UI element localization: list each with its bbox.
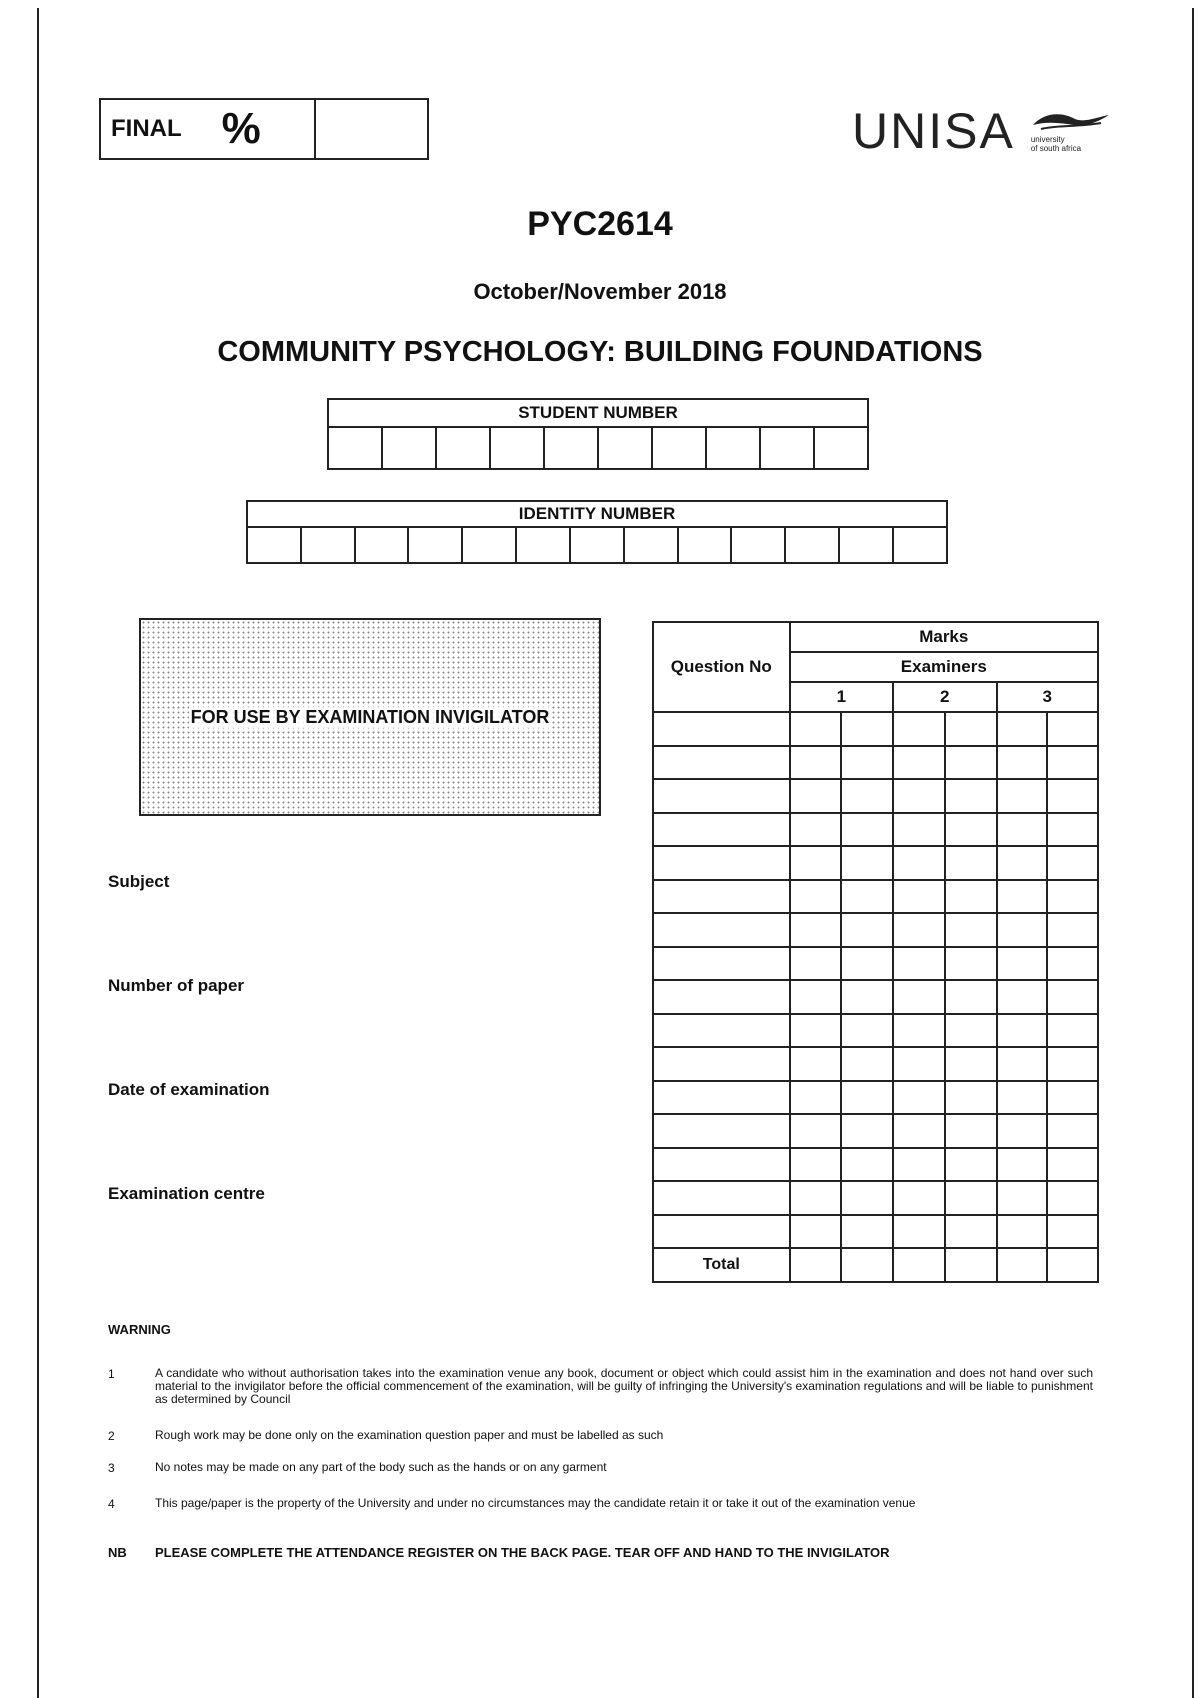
examiner-3-header: 3 [997, 682, 1099, 712]
nb-instruction: PLEASE COMPLETE THE ATTENDANCE REGISTER ON THE BACK PAGE. TEAR OFF AND HAND TO THE INVIGILATOR [155, 1545, 890, 1560]
mark-cell[interactable] [790, 880, 842, 914]
warning-item-number: 2 [108, 1429, 115, 1443]
mark-cell[interactable] [1047, 1081, 1098, 1115]
mark-cell[interactable] [1047, 980, 1098, 1014]
marks-row [653, 779, 1098, 813]
mark-cell[interactable] [790, 712, 842, 746]
mark-cell[interactable] [893, 1181, 945, 1215]
exam-session: October/November 2018 [473, 279, 727, 304]
mark-cell[interactable] [1047, 1047, 1098, 1081]
marks-row [653, 947, 1098, 981]
final-mark-box [99, 98, 429, 160]
mark-cell[interactable] [1047, 746, 1098, 780]
question-number-cell[interactable] [653, 1047, 790, 1081]
warning-item-text: No notes may be made on any part of the body such as the hands or on any garment [155, 1460, 607, 1474]
warning-title: WARNING [108, 1322, 171, 1337]
identity-number-digit-cell[interactable] [785, 527, 839, 563]
mark-cell[interactable] [945, 1148, 997, 1182]
identity-number-digit-cell[interactable] [893, 527, 947, 563]
student-number-digit-cell[interactable] [814, 427, 868, 469]
mark-cell[interactable] [997, 913, 1048, 947]
mark-cell[interactable] [893, 746, 945, 780]
mark-cell[interactable] [841, 779, 893, 813]
mark-cell[interactable] [945, 779, 997, 813]
student-number-digit-cell[interactable] [706, 427, 760, 469]
mark-cell[interactable] [945, 746, 997, 780]
mark-cell[interactable] [841, 947, 893, 981]
question-number-cell[interactable] [653, 779, 790, 813]
mark-cell[interactable] [997, 880, 1048, 914]
mark-cell[interactable] [893, 913, 945, 947]
mark-cell[interactable] [997, 1148, 1048, 1182]
mark-cell[interactable] [790, 1148, 842, 1182]
mark-cell[interactable] [945, 880, 997, 914]
warning-item-number: 1 [108, 1367, 115, 1381]
student-number-digit-cell[interactable] [652, 427, 706, 469]
mark-cell[interactable] [1047, 1181, 1098, 1215]
mark-cell[interactable] [997, 1215, 1048, 1249]
date-of-examination-label: Date of examination [108, 1080, 270, 1099]
question-number-cell[interactable] [653, 813, 790, 847]
marks-row [653, 1014, 1098, 1048]
marks-row [653, 913, 1098, 947]
mark-cell[interactable] [997, 1014, 1048, 1048]
marks-row [653, 1081, 1098, 1115]
question-number-cell[interactable] [653, 712, 790, 746]
mark-cell[interactable] [997, 712, 1048, 746]
total-cell[interactable] [893, 1248, 945, 1282]
identity-number-digit-cell[interactable] [355, 527, 409, 563]
student-number-digit-cell[interactable] [490, 427, 544, 469]
identity-number-digit-cell[interactable] [408, 527, 462, 563]
total-cell[interactable] [790, 1248, 842, 1282]
logo-emblem [1031, 109, 1111, 153]
question-number-cell[interactable] [653, 1114, 790, 1148]
marks-row [653, 746, 1098, 780]
marks-row [653, 1215, 1098, 1249]
marks-table [652, 621, 1099, 1283]
marks-row [653, 1181, 1098, 1215]
mark-cell[interactable] [841, 1215, 893, 1249]
student-number-label: STUDENT NUMBER [328, 399, 868, 427]
mark-cell[interactable] [790, 1081, 842, 1115]
mark-cell[interactable] [945, 846, 997, 880]
mark-cell[interactable] [893, 846, 945, 880]
mark-cell[interactable] [1047, 880, 1098, 914]
mark-cell[interactable] [997, 1114, 1048, 1148]
mark-cell[interactable] [945, 1047, 997, 1081]
question-number-cell[interactable] [653, 846, 790, 880]
mark-cell[interactable] [893, 779, 945, 813]
warning-item-text: This page/paper is the property of the University and under no circumstances may the candidate retain it or take it out of the examination venue [155, 1496, 916, 1510]
warning-item-text: A candidate who without authorisation takes into the examination venue any book, document or object which could assist him in the examination and does not hand over such material to the invigilator before the official commencement of the examination, will be guilty of infringing the University's examination regulations and will be liable to punishment as determined by Council [155, 1366, 1093, 1406]
question-number-cell[interactable] [653, 913, 790, 947]
mark-cell[interactable] [841, 1148, 893, 1182]
examination-centre-label: Examination centre [108, 1184, 265, 1203]
mark-cell[interactable] [790, 980, 842, 1014]
mark-cell[interactable] [997, 813, 1048, 847]
mark-cell[interactable] [997, 1081, 1048, 1115]
mark-cell[interactable] [997, 947, 1048, 981]
mark-cell[interactable] [841, 1114, 893, 1148]
student-number-grid [327, 398, 869, 470]
mark-cell[interactable] [945, 913, 997, 947]
identity-number-digit-cell[interactable] [678, 527, 732, 563]
mark-cell[interactable] [893, 712, 945, 746]
mark-cell[interactable] [997, 846, 1048, 880]
mark-cell[interactable] [893, 947, 945, 981]
mark-cell[interactable] [945, 712, 997, 746]
mark-cell[interactable] [1047, 1215, 1098, 1249]
marks-row [653, 813, 1098, 847]
invigilator-box [139, 618, 601, 816]
mark-cell[interactable] [1047, 1148, 1098, 1182]
marks-row [653, 846, 1098, 880]
question-number-cell[interactable] [653, 880, 790, 914]
mark-cell[interactable] [997, 980, 1048, 1014]
mark-cell[interactable] [893, 980, 945, 1014]
mark-cell[interactable] [841, 1047, 893, 1081]
mark-cell[interactable] [790, 1014, 842, 1048]
identity-number-digit-cell[interactable] [247, 527, 301, 563]
total-cell[interactable] [841, 1248, 893, 1282]
mark-cell[interactable] [841, 1014, 893, 1048]
examiner-2-header: 2 [893, 682, 996, 712]
marks-row [653, 980, 1098, 1014]
mark-cell[interactable] [893, 880, 945, 914]
right-border-line [1192, 8, 1194, 1698]
identity-number-grid [246, 500, 948, 564]
identity-number-digit-cell[interactable] [516, 527, 570, 563]
final-label: FINAL [111, 115, 182, 142]
marks-row [653, 1114, 1098, 1148]
mark-cell[interactable] [790, 1215, 842, 1249]
mark-cell[interactable] [841, 813, 893, 847]
marks-row [653, 1047, 1098, 1081]
question-number-cell[interactable] [653, 746, 790, 780]
mark-cell[interactable] [1047, 846, 1098, 880]
total-cell[interactable] [1047, 1248, 1098, 1282]
mark-cell[interactable] [790, 813, 842, 847]
warning-item-text: Rough work may be done only on the examination question paper and must be labelled as such [155, 1428, 664, 1442]
mark-cell[interactable] [893, 1215, 945, 1249]
final-mark-label-cell [101, 100, 316, 158]
mark-cell[interactable] [1047, 1114, 1098, 1148]
mark-cell[interactable] [997, 1181, 1048, 1215]
subject-label: Subject [108, 872, 170, 891]
mark-cell[interactable] [841, 1081, 893, 1115]
marks-row [653, 712, 1098, 746]
mark-cell[interactable] [841, 712, 893, 746]
question-number-cell[interactable] [653, 1148, 790, 1182]
identity-number-digit-cell[interactable] [462, 527, 516, 563]
student-number-digit-cell[interactable] [436, 427, 490, 469]
examiners-header: Examiners [790, 652, 1098, 682]
mark-cell[interactable] [841, 746, 893, 780]
mark-cell[interactable] [790, 779, 842, 813]
mark-cell[interactable] [790, 846, 842, 880]
final-mark-input-cell[interactable] [316, 100, 427, 158]
mark-cell[interactable] [945, 1181, 997, 1215]
total-label: Total [653, 1248, 790, 1282]
identity-number-label: IDENTITY NUMBER [247, 501, 947, 527]
mark-cell[interactable] [893, 1047, 945, 1081]
mark-cell[interactable] [893, 1081, 945, 1115]
left-border-line [37, 8, 39, 1698]
student-number-digit-cell[interactable] [382, 427, 436, 469]
mark-cell[interactable] [997, 746, 1048, 780]
question-number-cell[interactable] [653, 1215, 790, 1249]
student-number-digit-cell[interactable] [760, 427, 814, 469]
mark-cell[interactable] [945, 947, 997, 981]
total-cell[interactable] [997, 1248, 1048, 1282]
logo-wordmark: UNISA [852, 103, 1015, 159]
mark-cell[interactable] [997, 1047, 1048, 1081]
nb-label: NB [108, 1545, 127, 1560]
student-number-digit-cell[interactable] [328, 427, 382, 469]
mark-cell[interactable] [841, 880, 893, 914]
logo-subtext-line1: university [1030, 135, 1065, 144]
mark-cell[interactable] [893, 1014, 945, 1048]
total-cell[interactable] [945, 1248, 997, 1282]
mark-cell[interactable] [841, 846, 893, 880]
course-code: PYC2614 [527, 205, 673, 243]
warning-item-number: 4 [108, 1497, 115, 1511]
mark-cell[interactable] [790, 1114, 842, 1148]
marks-row [653, 1148, 1098, 1182]
question-number-cell[interactable] [653, 980, 790, 1014]
mark-cell[interactable] [790, 746, 842, 780]
mark-cell[interactable] [1047, 1014, 1098, 1048]
bird-emblem-icon [1031, 109, 1111, 135]
examiner-1-header: 1 [790, 682, 893, 712]
question-number-cell[interactable] [653, 947, 790, 981]
mark-cell[interactable] [841, 1181, 893, 1215]
identity-number-digit-cell[interactable] [839, 527, 893, 563]
identity-number-digit-cell[interactable] [731, 527, 785, 563]
mark-cell[interactable] [790, 913, 842, 947]
identity-number-digit-cell[interactable] [570, 527, 624, 563]
mark-cell[interactable] [1047, 779, 1098, 813]
mark-cell[interactable] [841, 980, 893, 1014]
student-number-digit-cell[interactable] [598, 427, 652, 469]
course-title: COMMUNITY PSYCHOLOGY: BUILDING FOUNDATIONS [217, 336, 983, 368]
mark-cell[interactable] [893, 1114, 945, 1148]
question-number-cell[interactable] [653, 1014, 790, 1048]
mark-cell[interactable] [945, 980, 997, 1014]
mark-cell[interactable] [1047, 947, 1098, 981]
mark-cell[interactable] [1047, 913, 1098, 947]
mark-cell[interactable] [1047, 813, 1098, 847]
mark-cell[interactable] [790, 1181, 842, 1215]
logo-subtext-line2: of south africa [1030, 144, 1082, 153]
percent-symbol: % [221, 104, 261, 153]
question-number-cell[interactable] [653, 1081, 790, 1115]
identity-number-digit-cell[interactable] [301, 527, 355, 563]
student-number-digit-cell[interactable] [544, 427, 598, 469]
question-no-header: Question No [653, 622, 790, 712]
invigilator-label: FOR USE BY EXAMINATION INVIGILATOR [190, 706, 550, 727]
marks-row [653, 880, 1098, 914]
marks-header: Marks [790, 622, 1098, 652]
mark-cell[interactable] [945, 1114, 997, 1148]
question-number-cell[interactable] [653, 1181, 790, 1215]
mark-cell[interactable] [1047, 712, 1098, 746]
mark-cell[interactable] [945, 1081, 997, 1115]
mark-cell[interactable] [790, 1047, 842, 1081]
warning-item-number: 3 [108, 1461, 115, 1475]
mark-cell[interactable] [893, 1148, 945, 1182]
mark-cell[interactable] [841, 913, 893, 947]
mark-cell[interactable] [997, 779, 1048, 813]
mark-cell[interactable] [945, 1215, 997, 1249]
number-of-paper-label: Number of paper [108, 976, 245, 995]
mark-cell[interactable] [945, 813, 997, 847]
identity-number-digit-cell[interactable] [624, 527, 678, 563]
mark-cell[interactable] [945, 1014, 997, 1048]
mark-cell[interactable] [893, 813, 945, 847]
mark-cell[interactable] [790, 947, 842, 981]
unisa-logo [852, 96, 1107, 166]
